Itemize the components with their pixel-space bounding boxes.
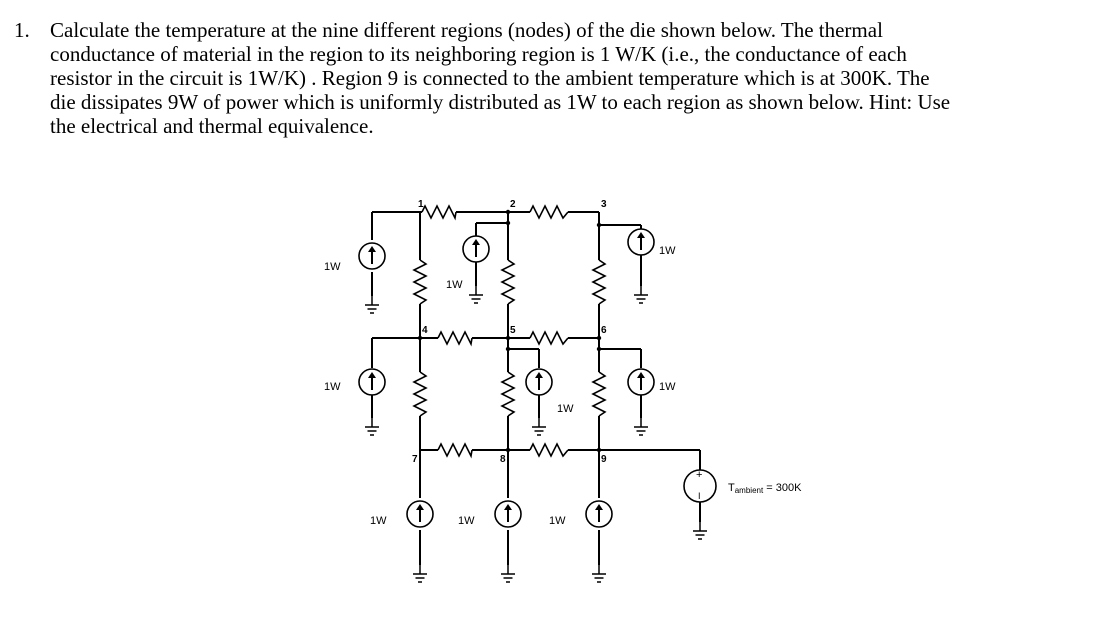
ground-2 <box>469 286 483 303</box>
node-label-4: 4 <box>422 325 428 336</box>
node-label-2: 2 <box>510 199 516 210</box>
resistor-7-8 <box>438 444 472 456</box>
ground-7 <box>413 565 427 582</box>
ground-3 <box>634 286 648 303</box>
source-label-3: 1W <box>659 245 676 257</box>
source-label-8: 1W <box>458 515 475 527</box>
problem-number: 1. <box>14 18 30 42</box>
current-source-node-3 <box>628 229 654 255</box>
resistor-1-2 <box>422 206 456 218</box>
resistor-6-9 <box>593 372 605 416</box>
node-label-7: 7 <box>412 454 418 465</box>
current-source-node-8 <box>495 501 521 527</box>
ground-1 <box>365 296 379 313</box>
node-label-8: 8 <box>500 454 506 465</box>
resistor-3-6 <box>593 260 605 304</box>
problem-line-1: Calculate the temperature at the nine different regions (nodes) of the die shown below. The thermal <box>50 18 883 42</box>
current-source-node-9 <box>586 501 612 527</box>
problem-line-2: conductance of material in the region to its neighboring region is 1 W/K (i.e., the conductance of each <box>50 42 907 66</box>
source-label-7: 1W <box>370 515 387 527</box>
resistor-2-3 <box>530 206 568 218</box>
source-label-5: 1W <box>557 403 574 415</box>
current-source-node-4 <box>359 369 385 395</box>
ambient-temperature-label: Tambient = 300K <box>728 482 802 495</box>
node-label-5: 5 <box>510 325 516 336</box>
power-sources <box>359 229 654 527</box>
resistor-8-9 <box>530 444 568 456</box>
current-source-node-5 <box>526 369 552 395</box>
ground-5 <box>532 418 546 435</box>
node-label-3: 3 <box>601 199 607 210</box>
ground-4 <box>365 418 379 435</box>
node-label-9: 9 <box>601 454 607 465</box>
resistor-5-8 <box>502 372 514 416</box>
node-label-1: 1 <box>418 199 424 210</box>
ground-9 <box>592 565 606 582</box>
source-label-4: 1W <box>324 381 341 393</box>
current-source-node-6 <box>628 369 654 395</box>
source-label-6: 1W <box>659 381 676 393</box>
problem-line-4: die dissipates 9W of power which is uniformly distributed as 1W to each region as shown below. Hint: Use <box>50 90 951 114</box>
ambient-temperature-source <box>684 469 802 502</box>
current-source-node-2 <box>463 236 489 262</box>
ground-symbols <box>365 286 707 582</box>
resistor-1-4 <box>414 260 426 304</box>
ground-ambient <box>693 522 707 539</box>
source-label-1: 1W <box>324 261 341 273</box>
current-source-node-1 <box>359 243 385 269</box>
resistor-5-6 <box>530 332 568 344</box>
resistor-4-5 <box>438 332 472 344</box>
source-label-2: 1W <box>446 279 463 291</box>
node-label-6: 6 <box>601 325 607 336</box>
resistor-2-5 <box>502 260 514 304</box>
minus-sign: I <box>698 491 701 501</box>
source-label-9: 1W <box>549 515 566 527</box>
plus-sign: + <box>696 469 703 481</box>
current-source-node-7 <box>407 501 433 527</box>
ground-8 <box>501 565 515 582</box>
resistor-4-7 <box>414 372 426 416</box>
problem-line-3: resistor in the circuit is 1W/K) . Region 9 is connected to the ambient temperature which is at 300K. The <box>50 66 930 90</box>
problem-line-5: the electrical and thermal equivalence. <box>50 114 374 138</box>
ground-6 <box>634 418 648 435</box>
